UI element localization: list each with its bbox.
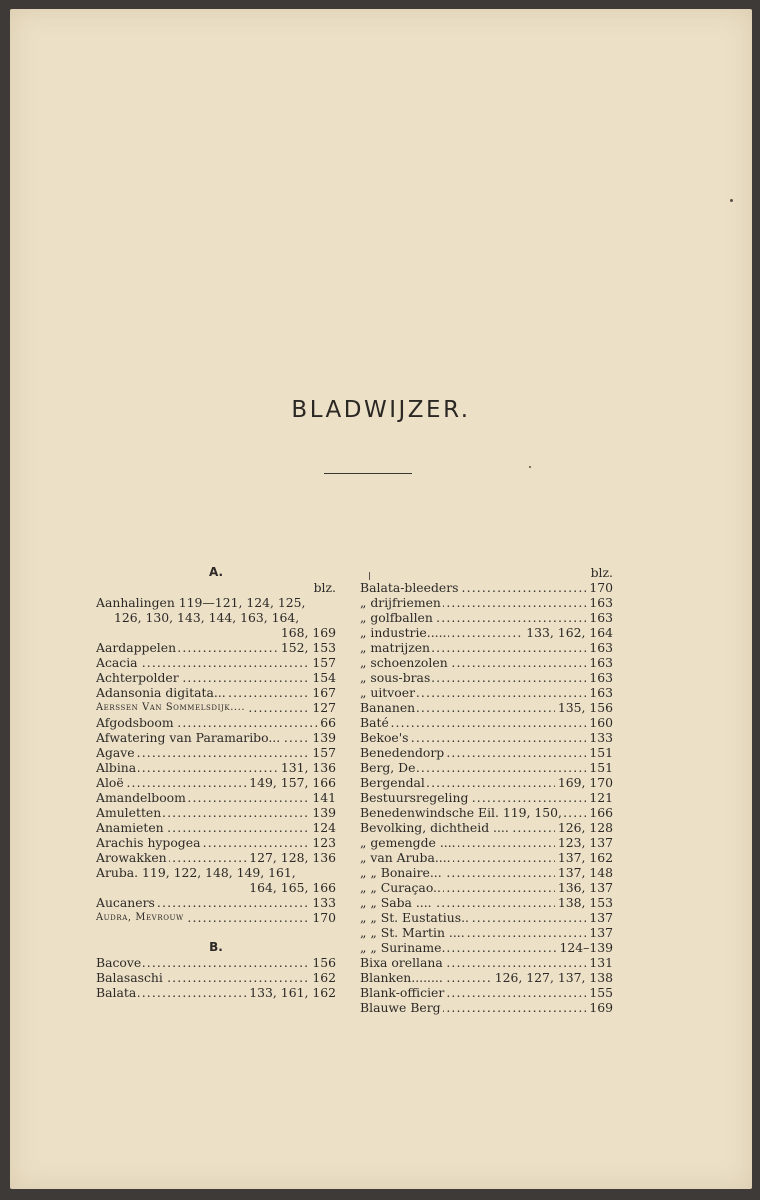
index-term: Aloë xyxy=(96,775,124,790)
page-numbers: 169, 170 xyxy=(555,775,613,790)
page-numbers: 137 xyxy=(586,910,613,925)
index-term: „ „ Bonaire... xyxy=(360,865,442,880)
page-numbers: 126, 127, 137, 138 xyxy=(492,970,613,985)
index-entry xyxy=(96,985,336,1000)
index-entry xyxy=(360,640,613,655)
page-numbers: 163 xyxy=(586,595,613,610)
index-entry xyxy=(96,715,336,730)
index-term: „ uitvoer xyxy=(360,685,415,700)
index-term: Benedenwindsche Eil. 119, 150, xyxy=(360,805,562,820)
page-numbers: 157 xyxy=(309,655,336,670)
index-entry xyxy=(360,745,613,760)
index-entry xyxy=(360,715,613,730)
title-rule xyxy=(324,473,412,474)
page-numbers: 133, 161, 162 xyxy=(246,985,336,1000)
index-entry xyxy=(96,880,336,895)
page-numbers: 124 xyxy=(309,820,336,835)
index-entry xyxy=(360,865,613,880)
index-entry xyxy=(96,655,336,670)
index-entry xyxy=(96,850,336,865)
index-term: „ gemengde .... xyxy=(360,835,456,850)
page-numbers: 164, 165, 166 xyxy=(246,880,336,895)
page-numbers: 156 xyxy=(309,955,336,970)
page-numbers: 126, 128 xyxy=(555,820,613,835)
page-numbers: 135, 156 xyxy=(555,700,613,715)
page-numbers: 133 xyxy=(586,730,613,745)
index-entry xyxy=(360,655,613,670)
index-entry xyxy=(96,970,336,985)
index-term: Balata-bleeders xyxy=(360,580,459,595)
index-entry xyxy=(360,775,613,790)
page-numbers: 170 xyxy=(586,580,613,595)
index-term: Balata xyxy=(96,985,137,1000)
page-numbers: 121 xyxy=(586,790,613,805)
index-term: Bixa orellana xyxy=(360,955,443,970)
index-entry xyxy=(360,970,613,985)
index-term: „ industrie..... xyxy=(360,625,447,640)
index-entry xyxy=(360,850,613,865)
index-entry xyxy=(96,745,336,760)
index-entry xyxy=(96,700,336,715)
page-numbers: 127 xyxy=(309,700,336,715)
index-entry xyxy=(360,625,613,640)
index-entry xyxy=(360,670,613,685)
index-list-b-continued xyxy=(360,580,613,1015)
page-numbers: 123 xyxy=(309,835,336,850)
page-numbers: 133 xyxy=(309,895,336,910)
index-entry xyxy=(96,910,336,925)
index-term: Bergendal xyxy=(360,775,425,790)
index-term: Aerssen Van Sommelsdijk.... xyxy=(96,702,246,713)
index-list-a xyxy=(96,595,336,925)
index-entry xyxy=(360,925,613,940)
index-entry xyxy=(360,955,613,970)
index-term: „ drijfriemen xyxy=(360,595,441,610)
index-entry xyxy=(96,820,336,835)
dot-leader xyxy=(360,715,613,730)
page-numbers: 137, 162 xyxy=(555,850,613,865)
index-term: Afgodsboom xyxy=(96,715,174,730)
page-numbers: 167 xyxy=(309,685,336,700)
page-numbers: 163 xyxy=(586,685,613,700)
page-numbers: 127, 128, 136 xyxy=(246,850,336,865)
index-term: Acacia xyxy=(96,655,138,670)
index-entry xyxy=(360,790,613,805)
page-numbers: 139 xyxy=(309,805,336,820)
page-title: BLADWIJZER. xyxy=(291,397,471,423)
index-entry xyxy=(360,1000,613,1015)
index-entry xyxy=(96,595,336,610)
page-numbers: 157 xyxy=(309,745,336,760)
index-entry xyxy=(96,835,336,850)
index-term: „ „ St. Eustatius.. xyxy=(360,910,469,925)
index-term: „ sous-bras xyxy=(360,670,431,685)
page-numbers: 169 xyxy=(586,1000,613,1015)
index-entry xyxy=(96,895,336,910)
index-entry xyxy=(96,685,336,700)
index-term: Amuletten xyxy=(96,805,162,820)
page-numbers: 138, 153 xyxy=(555,895,613,910)
index-entry xyxy=(96,760,336,775)
index-term: „ „ Saba .... xyxy=(360,895,432,910)
index-column-right xyxy=(360,565,613,1015)
index-term: Bacove xyxy=(96,955,142,970)
page-numbers: 151 xyxy=(586,760,613,775)
index-entry xyxy=(360,760,613,775)
page-numbers: 66 xyxy=(317,715,336,730)
page-numbers: 170 xyxy=(309,910,336,925)
page-numbers: 141 xyxy=(309,790,336,805)
index-entry xyxy=(360,805,613,820)
index-term: „ „ Curaçao.. xyxy=(360,880,441,895)
index-entry xyxy=(360,595,613,610)
index-term: „ van Aruba.... xyxy=(360,850,451,865)
page-numbers: 152, 153 xyxy=(278,640,336,655)
index-term: Audra, Mevrouw xyxy=(96,912,184,923)
index-term: Benedendorp xyxy=(360,745,445,760)
index-entry xyxy=(96,865,336,880)
page-numbers: 139 xyxy=(309,730,336,745)
index-entry xyxy=(360,835,613,850)
index-term: Baté xyxy=(360,715,389,730)
page-numbers: 166 xyxy=(586,805,613,820)
index-term: „ golfballen xyxy=(360,610,433,625)
index-term: Bestuursregeling xyxy=(360,790,469,805)
page-column-header: blz. xyxy=(313,580,336,595)
index-entry xyxy=(360,940,613,955)
page-numbers: 163 xyxy=(586,670,613,685)
index-term: Arachis hypogea xyxy=(96,835,201,850)
index-entry xyxy=(96,955,336,970)
index-entry xyxy=(96,790,336,805)
page-numbers: 155 xyxy=(586,985,613,1000)
paper-speck xyxy=(730,199,733,202)
page-numbers: 136, 137 xyxy=(555,880,613,895)
index-term: Arowakken xyxy=(96,850,167,865)
index-entry xyxy=(360,700,613,715)
index-entry xyxy=(360,610,613,625)
index-entry xyxy=(360,985,613,1000)
page-numbers: 149, 157, 166 xyxy=(246,775,336,790)
index-term: Albina xyxy=(96,760,137,775)
page-numbers: 137 xyxy=(586,925,613,940)
index-term: Anamieten xyxy=(96,820,164,835)
index-entry xyxy=(360,910,613,925)
index-term: Blauwe Berg xyxy=(360,1000,441,1015)
index-term: Bananen xyxy=(360,700,416,715)
section-letter-a: A. xyxy=(208,565,224,579)
page-numbers: 131 xyxy=(586,955,613,970)
index-term: Aruba. 119, 122, 148, 149, 161, xyxy=(96,865,296,880)
index-term: Achterpolder xyxy=(96,670,179,685)
index-term: „ schoenzolen xyxy=(360,655,448,670)
index-term: „ „ Suriname. xyxy=(360,940,446,955)
index-entry xyxy=(96,730,336,745)
index-term: Aanhalingen 119—121, 124, 125, xyxy=(96,595,306,610)
index-term: „ matrijzen xyxy=(360,640,431,655)
index-term: Aardappelen xyxy=(96,640,177,655)
index-term: Bekoe's xyxy=(360,730,409,745)
index-term: Agave xyxy=(96,745,135,760)
index-term: Blanken........ xyxy=(360,970,443,985)
page-numbers: 131, 136 xyxy=(278,760,336,775)
page-numbers: 124–139 xyxy=(557,940,614,955)
index-entry xyxy=(96,670,336,685)
page-numbers: 162 xyxy=(309,970,336,985)
index-entry xyxy=(360,730,613,745)
page-numbers: 151 xyxy=(586,745,613,760)
section-letter-b: B. xyxy=(209,940,223,954)
index-entry xyxy=(96,610,336,625)
page-numbers: 163 xyxy=(586,610,613,625)
page-numbers: 163 xyxy=(586,640,613,655)
page-numbers: 163 xyxy=(586,655,613,670)
page-numbers: 168, 169 xyxy=(278,625,336,640)
page-numbers: 133, 162, 164 xyxy=(523,625,613,640)
page-numbers: 160 xyxy=(586,715,613,730)
index-entry xyxy=(96,640,336,655)
index-term: Adansonia digitata... xyxy=(96,685,226,700)
page-numbers: 154 xyxy=(309,670,336,685)
page-numbers: 137, 148 xyxy=(555,865,613,880)
page-column-header: blz. xyxy=(590,565,613,580)
index-entry xyxy=(360,580,613,595)
index-entry xyxy=(360,820,613,835)
index-term: Amandelboom xyxy=(96,790,186,805)
index-entry xyxy=(96,625,336,640)
index-term: Berg, De xyxy=(360,760,416,775)
index-term: „ „ St. Martin .... xyxy=(360,925,465,940)
index-term: Aucaners xyxy=(96,895,155,910)
index-entry xyxy=(360,895,613,910)
paper-speck xyxy=(529,466,531,468)
index-entry xyxy=(96,775,336,790)
index-term: 126, 130, 143, 144, 163, 164, xyxy=(114,610,300,625)
index-term: Bevolking, dichtheid .... xyxy=(360,820,509,835)
index-list-b xyxy=(96,955,336,1000)
index-term: Afwatering van Paramaribo... xyxy=(96,730,281,745)
index-entry xyxy=(96,805,336,820)
index-term: Balasaschi xyxy=(96,970,163,985)
index-entry xyxy=(360,685,613,700)
index-column-left xyxy=(96,565,336,1000)
index-term: Blank-officier xyxy=(360,985,445,1000)
index-entry xyxy=(360,880,613,895)
page-numbers: 123, 137 xyxy=(555,835,613,850)
